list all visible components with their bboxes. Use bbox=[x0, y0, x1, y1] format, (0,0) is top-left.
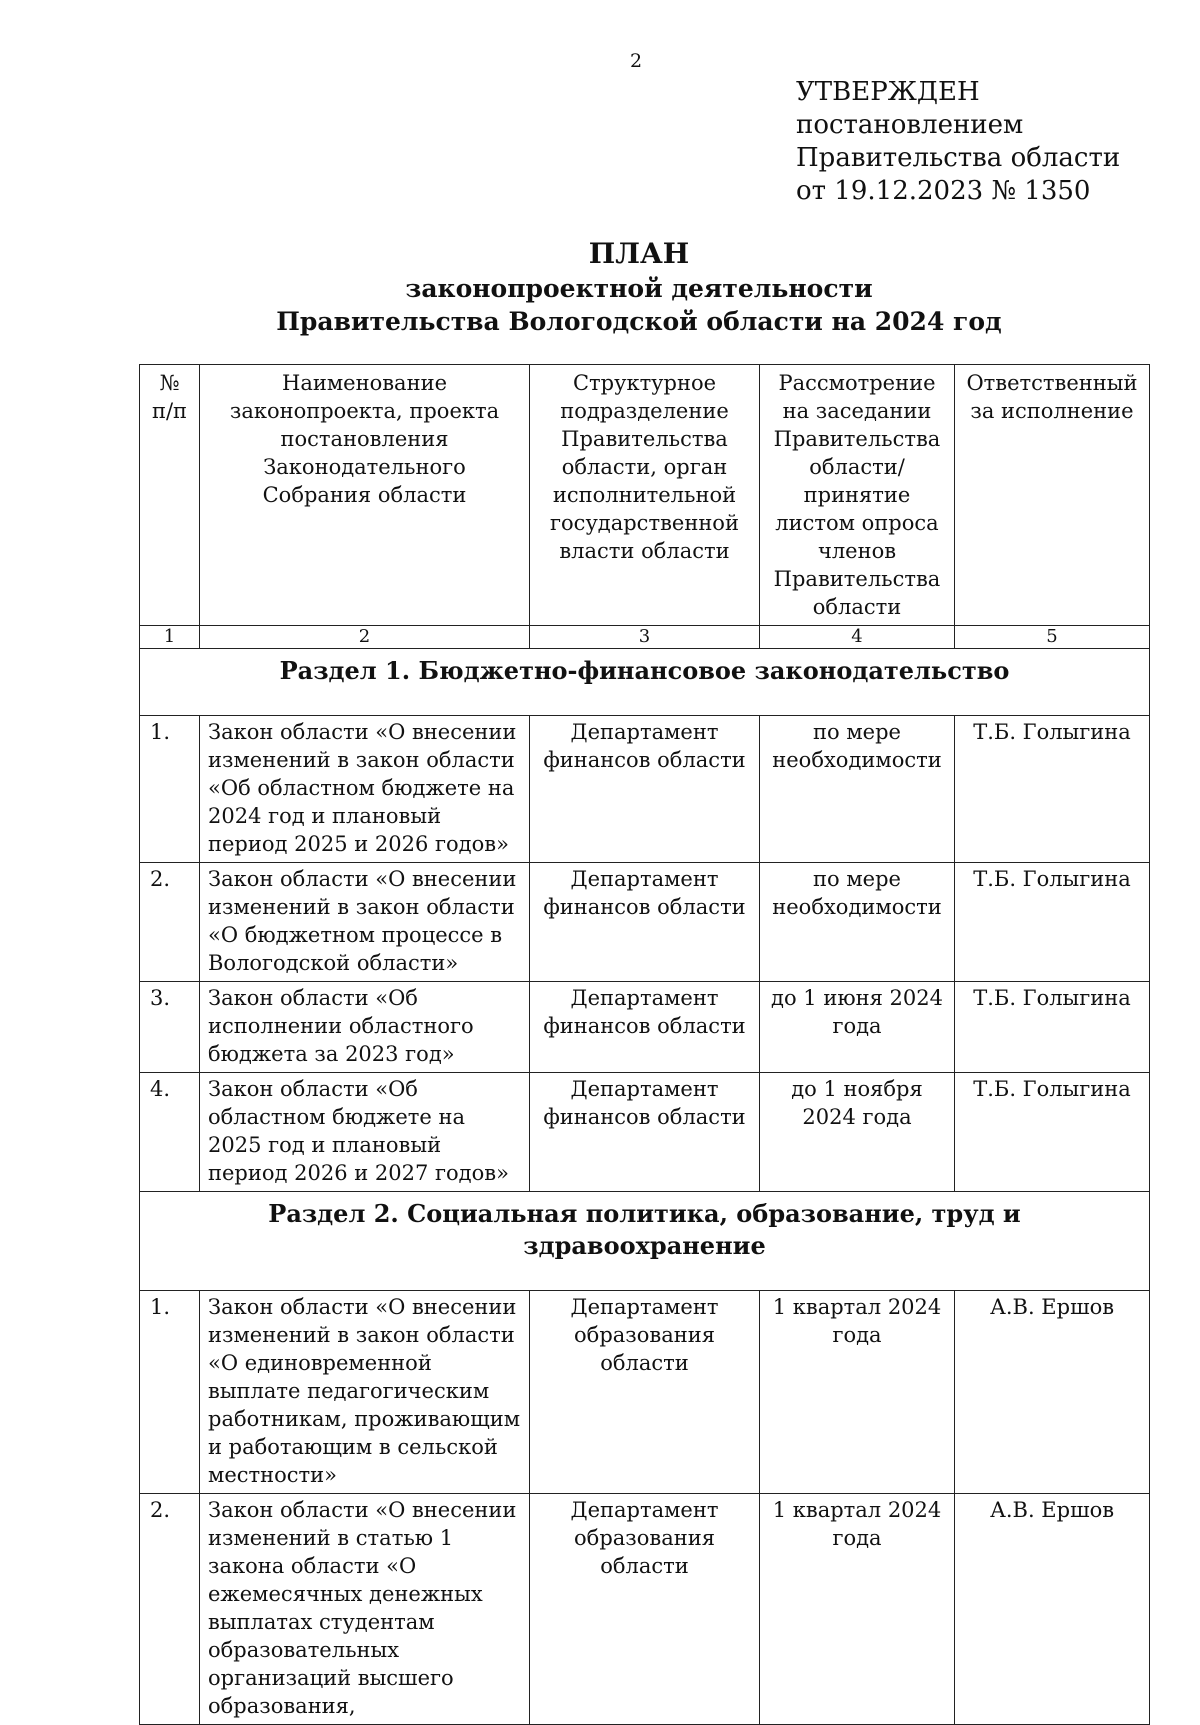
approval-stamp bbox=[796, 76, 1120, 208]
section-title: Раздел 1. Бюджетно-финансовое законодательство bbox=[140, 649, 1150, 716]
row-responsible: А.В. Ершов bbox=[955, 1494, 1150, 1725]
col-number: 2 bbox=[200, 626, 530, 649]
row-num: 1. bbox=[140, 716, 200, 863]
header-review: Рассмотрение на заседании Правительства области/ принятие листом опроса членов Правительства области bbox=[760, 365, 955, 626]
row-dept: Департамент финансов области bbox=[530, 1073, 760, 1192]
section-header bbox=[140, 649, 1150, 716]
plan-table bbox=[139, 364, 1150, 1725]
row-num: 4. bbox=[140, 1073, 200, 1192]
row-dept: Департамент финансов области bbox=[530, 863, 760, 982]
col-number: 5 bbox=[955, 626, 1150, 649]
approval-line-2: постановлением bbox=[796, 110, 1024, 140]
title-line-3: Правительства Вологодской области на 2024 год bbox=[276, 307, 1002, 336]
row-name: Закон области «Об областном бюджете на 2025 год и плановый период 2026 и 2027 годов» bbox=[200, 1073, 530, 1192]
row-name: Закон области «О внесении изменений в статью 1 закона области «О ежемесячных денежных выплатах студентам образовательных организаций высшего образования, bbox=[200, 1494, 530, 1725]
header-dept: Структурное подразделение Правительства области, орган исполнительной государственной власти области bbox=[530, 365, 760, 626]
row-name: Закон области «Об исполнении областного бюджета за 2023 год» bbox=[200, 982, 530, 1073]
row-when: 1 квартал 2024 года bbox=[760, 1494, 955, 1725]
page-number: 2 bbox=[630, 50, 643, 72]
row-name: Закон области «О внесении изменений в закон области «О бюджетном процессе в Вологодской области» bbox=[200, 863, 530, 982]
approval-line-4: от 19.12.2023 № 1350 bbox=[796, 176, 1091, 206]
row-dept: Департамент финансов области bbox=[530, 982, 760, 1073]
row-when: до 1 июня 2024 года bbox=[760, 982, 955, 1073]
row-responsible: Т.Б. Голыгина bbox=[955, 1073, 1150, 1192]
header-responsible: Ответственный за исполнение bbox=[955, 365, 1150, 626]
approval-line-3: Правительства области bbox=[796, 143, 1121, 173]
row-name: Закон области «О внесении изменений в закон области «О единовременной выплате педагогическим работникам, проживающим и работающим в сельской местности» bbox=[200, 1291, 530, 1494]
table-header-row bbox=[140, 365, 1150, 626]
row-responsible: Т.Б. Голыгина bbox=[955, 863, 1150, 982]
row-num: 2. bbox=[140, 863, 200, 982]
title-main: ПЛАН bbox=[588, 237, 690, 270]
table-row bbox=[140, 1073, 1150, 1192]
col-number: 4 bbox=[760, 626, 955, 649]
column-numbers-row bbox=[140, 626, 1150, 649]
document-title bbox=[0, 236, 1200, 338]
row-dept: Департамент финансов области bbox=[530, 716, 760, 863]
header-name: Наименование законопроекта, проекта постановления Законодательного Собрания области bbox=[200, 365, 530, 626]
table-row bbox=[140, 716, 1150, 863]
row-name: Закон области «О внесении изменений в закон области «Об областном бюджете на 2024 год и плановый период 2025 и 2026 годов» bbox=[200, 716, 530, 863]
col-number: 1 bbox=[140, 626, 200, 649]
row-when: по мере необходимости bbox=[760, 716, 955, 863]
row-responsible: Т.Б. Голыгина bbox=[955, 716, 1150, 863]
section-title: Раздел 2. Социальная политика, образование, труд и здравоохранение bbox=[140, 1192, 1150, 1291]
row-num: 3. bbox=[140, 982, 200, 1073]
row-responsible: А.В. Ершов bbox=[955, 1291, 1150, 1494]
row-when: до 1 ноября 2024 года bbox=[760, 1073, 955, 1192]
row-dept: Департамент образования области bbox=[530, 1494, 760, 1725]
row-when: по мере необходимости bbox=[760, 863, 955, 982]
section-header bbox=[140, 1192, 1150, 1291]
table-row bbox=[140, 982, 1150, 1073]
row-num: 1. bbox=[140, 1291, 200, 1494]
row-responsible: Т.Б. Голыгина bbox=[955, 982, 1150, 1073]
row-num: 2. bbox=[140, 1494, 200, 1725]
col-number: 3 bbox=[530, 626, 760, 649]
row-dept: Департамент образования области bbox=[530, 1291, 760, 1494]
table-row bbox=[140, 1291, 1150, 1494]
title-line-2: законопроектной деятельности bbox=[405, 274, 873, 303]
table-row bbox=[140, 1494, 1150, 1725]
table-row bbox=[140, 863, 1150, 982]
row-when: 1 квартал 2024 года bbox=[760, 1291, 955, 1494]
approval-line-1: УТВЕРЖДЕН bbox=[796, 77, 980, 107]
header-num: № п/п bbox=[140, 365, 200, 626]
